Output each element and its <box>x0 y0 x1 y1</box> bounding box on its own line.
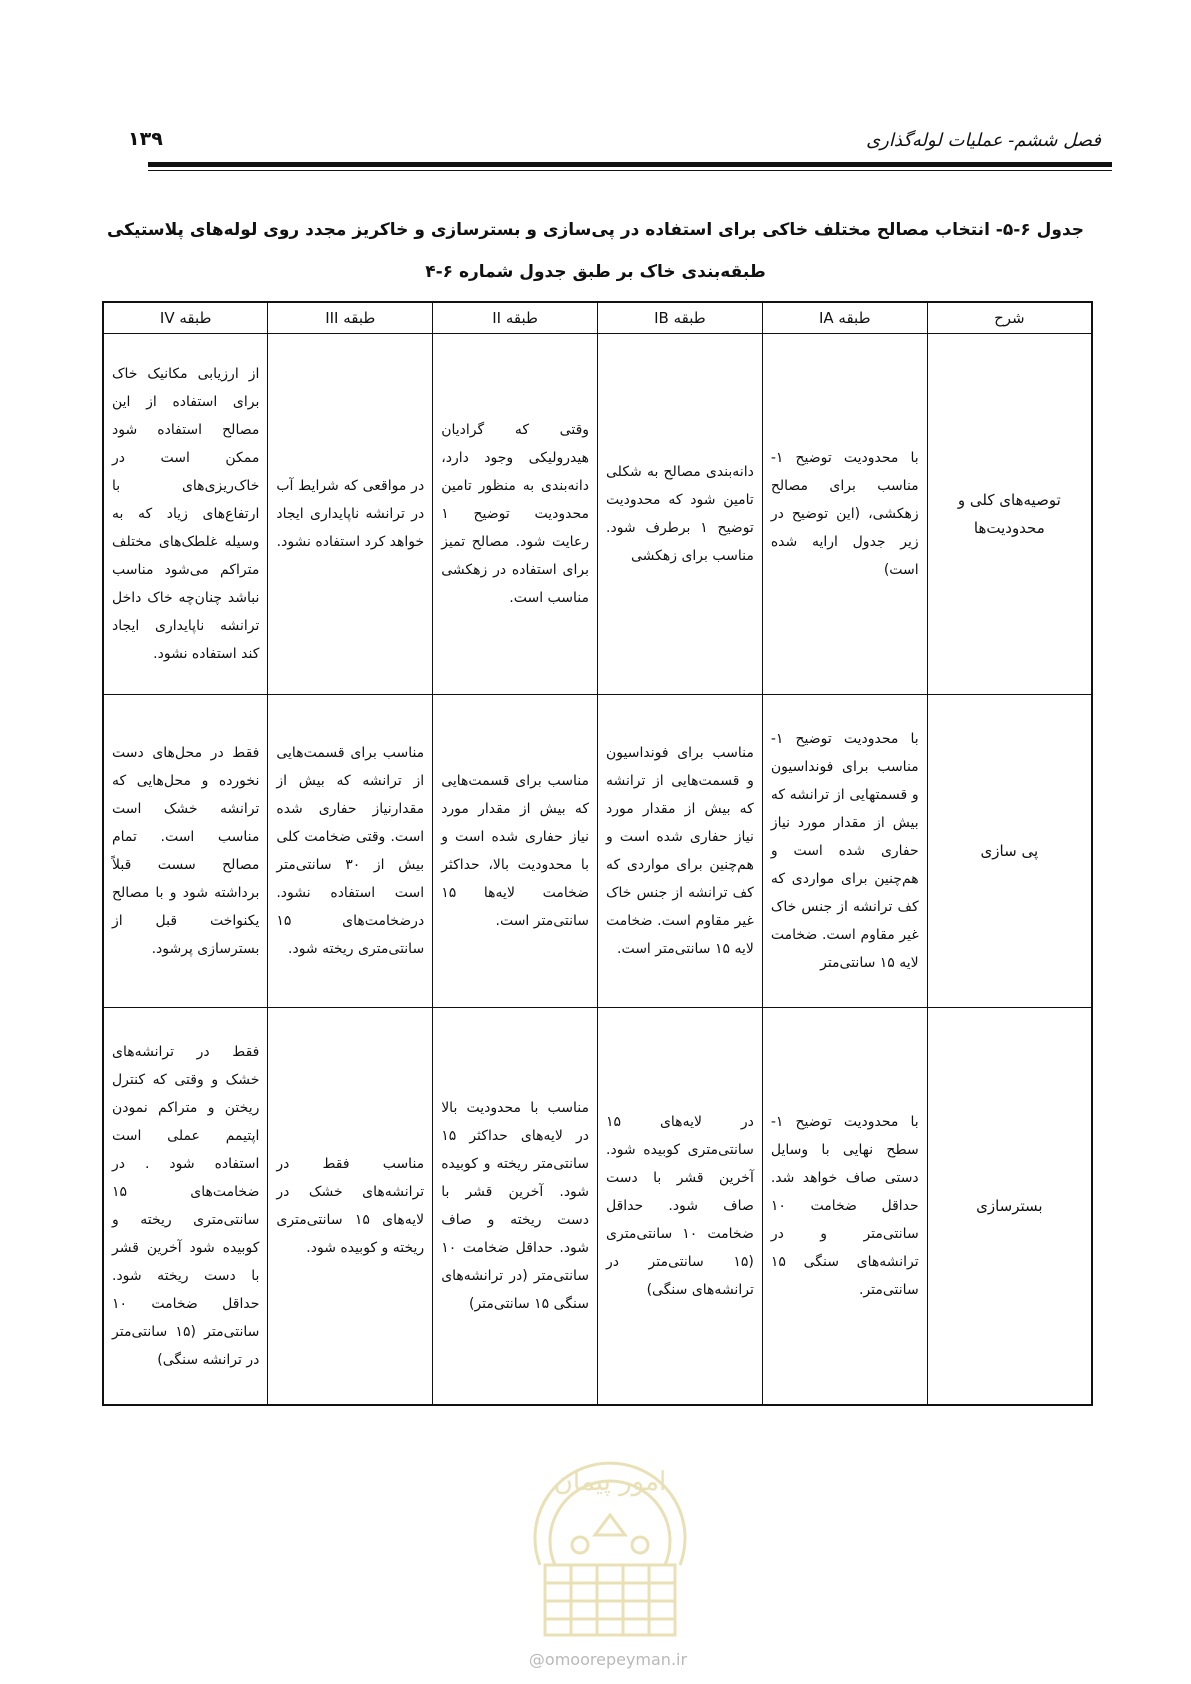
column-header-class-iv: طبقه IV <box>103 302 268 334</box>
column-header-class-ib: طبقه IB <box>598 302 763 334</box>
page-number: ۱۳۹ <box>128 128 163 150</box>
table-cell: با محدودیت توضیح ۱- مناسب برای فونداسیون و قسمتهایی از ترانشه که بیش از مقدار مورد نیاز حفاری شده است و هم‌چنین برای مواردی که کف ترانشه از جنس خاک غیر مقاوم است. ضخامت لایه ۱۵ سانتی‌متر <box>762 695 927 1008</box>
row-label: پی سازی <box>927 695 1092 1008</box>
table-cell: مناسب برای قسمت‌هایی از ترانشه که بیش از مقدارنیاز حفاری شده است. وقتی ضخامت کلی بیش از ۳۰ سانتی‌متر است استفاده نشود. درضخامت‌های ۱۵ سانتی‌متری ریخته شود. <box>268 695 433 1008</box>
table-cell: مناسب برای قسمت‌هایی که بیش از مقدار مورد نیاز حفاری شده است و با محدودیت بالا، حداکثر ضخامت لایه‌ها ۱۵ سانتی‌متر است. <box>433 695 598 1008</box>
table-cell: با محدودیت توضیح ۱- سطح نهایی با وسایل دستی صاف خواهد شد. حداقل ضخامت ۱۰ سانتی‌متر و در ترانشه‌های سنگی ۱۵ سانتی‌متر. <box>762 1008 927 1406</box>
table-cell: مناسب فقط در ترانشه‌های خشک در لایه‌های ۱۵ سانتی‌متری ریخته و کوبیده شود. <box>268 1008 433 1406</box>
column-header-class-iii: طبقه III <box>268 302 433 334</box>
table-cell: مناسب با محدودیت بالا در لایه‌های حداکثر ۱۵ سانتی‌متر ریخته و کوبیده شود. آخرین قشر با دست ریخته و صاف شود. حداقل ضخامت ۱۰ سانتی‌متر (در ترانشه‌های سنگی ۱۵ سانتی‌متر) <box>433 1008 598 1406</box>
column-header-class-ia: طبقه IA <box>762 302 927 334</box>
table-cell: فقط در محل‌های دست نخورده و محل‌هایی که ترانشه خشک است مناسب است. تمام مصالح سست قبلاً برداشته شود و با مصالح یکنواخت قبل از بسترسازی پرشود. <box>103 695 268 1008</box>
table-caption-subtitle: طبقه‌بندی خاک بر طبق جدول شماره ۶-۴ <box>425 262 766 282</box>
header-rule-thin <box>148 170 1112 171</box>
table-cell: در مواقعی که شرایط آب در ترانشه ناپایداری ایجاد خواهد کرد استفاده نشود. <box>268 334 433 695</box>
table-cell: دانه‌بندی مصالح به شکلی تامین شود که محدودیت توضیح ۱ برطرف شود. مناسب برای زهکشی <box>598 334 763 695</box>
column-header-description: شرح <box>927 302 1092 334</box>
watermark-site <box>498 1650 718 1669</box>
table-cell: در لایه‌های ۱۵ سانتی‌متری کوبیده شود. آخرین قشر با دست صاف شود. حداقل ضخامت ۱۰ سانتی‌متری (۱۵ سانتی‌متر در ترانشه‌های سنگی) <box>598 1008 763 1406</box>
column-header-class-ii: طبقه II <box>433 302 598 334</box>
table-cell: از ارزیابی مکانیک خاک برای استفاده از این مصالح استفاده شود ممکن است در خاک‌ریزی‌های با ارتفاع‌های زیاد که به وسیله غلطک‌های مختلف متراکم می‌شود مناسب نباشد چنان‌چه خاک داخل ترانشه ناپایداری ایجاد کند استفاده نشود. <box>103 334 268 695</box>
header-rule-thick <box>148 162 1112 167</box>
table-header-row <box>103 302 1092 334</box>
watermark-site-text: omoorepeyman.ir <box>544 1650 688 1669</box>
row-label: توصیه‌های کلی و محدودیت‌ها <box>927 334 1092 695</box>
table-cell: وقتی که گرادیان هیدرولیکی وجود دارد، دانه‌بندی به منظور تامین محدودیت توضیح ۱ رعایت شود. مصالح تمیز برای استفاده در زهکشی مناسب است. <box>433 334 598 695</box>
watermark-logo-text: امور پیمان <box>553 1467 667 1497</box>
table-caption: جدول ۶-۵- انتخاب مصالح مختلف خاکی برای استفاده در پی‌سازی و بسترسازی و خاکریز مجدد روی لوله‌های پلاستیکی <box>106 220 1085 240</box>
chapter-title: فصل ششم- عملیات لوله‌گذاری <box>866 130 1101 151</box>
table-cell: با محدودیت توضیح ۱- مناسب برای مصالح زهکشی، (این توضیح در زیر جدول ارایه شده است) <box>762 334 927 695</box>
table-row <box>103 334 1092 695</box>
table-row <box>103 695 1092 1008</box>
table-row <box>103 1008 1092 1406</box>
soil-materials-table <box>102 301 1093 1406</box>
row-label: بسترسازی <box>927 1008 1092 1406</box>
at-icon: @ <box>528 1650 545 1669</box>
table-cell: مناسب برای فونداسیون و قسمت‌هایی از ترانشه که بیش از مقدار مورد نیاز حفاری شده است و هم‌چنین برای مواردی که کف ترانشه از جنس خاک غیر مقاوم است. ضخامت لایه ۱۵ سانتی‌متر است. <box>598 695 763 1008</box>
watermark-logo <box>500 1415 720 1645</box>
table-cell: فقط در ترانشه‌های خشک و وقتی که کنترل ریختن و متراکم نمودن اپتیمم عملی است استفاده شود . در ضخامت‌های ۱۵ سانتی‌متری ریخته و کوبیده شود آخرین قشر با دست ریخته شود. حداقل ضخامت ۱۰ سانتی‌متر (۱۵ سانتی‌متر در ترانشه سنگی) <box>103 1008 268 1406</box>
